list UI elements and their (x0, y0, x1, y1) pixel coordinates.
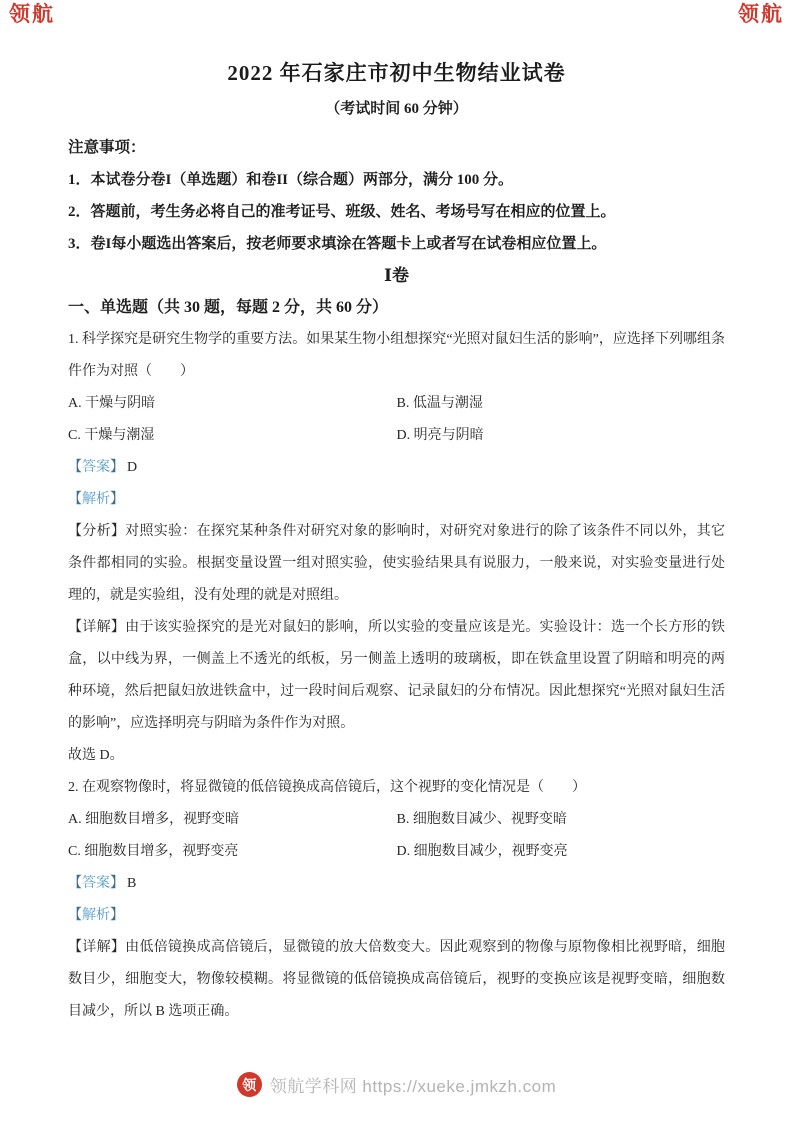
option-d: D. 细胞数目减少，视野变亮 (396, 844, 568, 859)
question-block-1 (68, 324, 725, 772)
footer-watermark (0, 1072, 793, 1097)
answer-label-bracket-left: 【 (68, 460, 82, 475)
answer-value: D (127, 460, 138, 475)
answer-label-bracket-left: 【 (68, 876, 82, 891)
exam-duration-subtitle: （考试时间 60 分钟） (325, 101, 468, 117)
answer-label-bracket-right: 】 (110, 460, 124, 475)
page-title: 2022 年石家庄市初中生物结业试卷 (227, 61, 566, 85)
answer-value: B (127, 876, 137, 891)
option-c: C. 干燥与潮湿 (68, 428, 155, 443)
detail-paragraph: 【详解】由低倍镜换成高倍镜后，显微镜的放大倍数变大。因此观察到的物像与原物像相比视野暗，细胞数目少，细胞变大，物像较模糊。将显微镜的低倍镜换成高倍镜后，视野的变换应该是视野变暗，细胞数目减少，所以 B 选项正确。 (68, 940, 725, 1019)
analysis-label-bracket-left: 【 (68, 492, 82, 507)
options-grid (68, 804, 725, 868)
option-c: C. 细胞数目增多，视野变亮 (68, 844, 239, 859)
watermark-text: 领航学科网 https://xueke.jmkzh.com (269, 1077, 557, 1096)
volume-heading: Ⅰ卷 (384, 266, 409, 285)
detail-paragraph: 【详解】由于该实验探究的是光对鼠妇的影响，所以实验的变量应该是光。实验设计：选一个长方形的铁盒，以中线为界，一侧盖上不透光的纸板，另一侧盖上透明的玻璃板，即在铁盒里设置了阴暗和明亮的两种环境，然后把鼠妇放进铁盒中，过一段时间后观察、记录鼠妇的分布情况。因此想探究“光照对鼠妇生活的影响”，应选择明亮与阴暗为条件作为对照。 (68, 620, 725, 731)
answer-label: 答案 (82, 460, 110, 475)
analysis-label-bracket-right: 】 (110, 492, 124, 507)
analysis-label: 解析 (82, 492, 110, 507)
option-a: A. 干燥与阴暗 (68, 396, 156, 411)
analysis-label-line (68, 900, 725, 932)
answer-line (68, 868, 725, 900)
notice-item-2: 2．答题前，考生务必将自己的准考证号、班级、姓名、考场号写在相应的位置上。 (68, 204, 616, 220)
question-block-2 (68, 772, 725, 1028)
analysis-label-bracket-right: 】 (110, 908, 124, 923)
answer-label: 答案 (82, 876, 110, 891)
analysis-label: 解析 (82, 908, 110, 923)
notice-heading: 注意事项： (68, 139, 146, 156)
option-b: B. 低温与潮湿 (396, 396, 483, 411)
option-d: D. 明亮与阴暗 (396, 428, 484, 443)
answer-line (68, 452, 725, 484)
analysis-paragraph: 【分析】对照实验：在探究某种条件对研究对象的影响时，对研究对象进行的除了该条件不同以外，其它条件都相同的实验。根据变量设置一组对照实验，使实验结果具有说服力，一般来说，对实验变量进行处理的，就是实验组，没有处理的就是对照组。 (68, 524, 725, 603)
analysis-label-bracket-left: 【 (68, 908, 82, 923)
question-stem: 1. 科学探究是研究生物学的重要方法。如果某生物小组想探究“光照对鼠妇生活的影响”，应选择下列哪组条件作为对照（ ） (68, 332, 725, 379)
notice-item-1: 1．本试卷分卷I（单选题）和卷II（综合题）两部分，满分 100 分。 (68, 172, 514, 188)
conclusion-line: 故选 D。 (68, 748, 124, 763)
brand-stamp-right-icon: 领航 (738, 3, 784, 26)
options-grid (68, 388, 725, 452)
notice-item-3: 3．卷I每小题选出答案后，按老师要求填涂在答题卡上或者写在试卷相应位置上。 (68, 236, 607, 252)
option-a: A. 细胞数目增多，视野变暗 (68, 812, 240, 827)
option-b: B. 细胞数目减少、视野变暗 (396, 812, 567, 827)
watermark-logo-icon: 领 (237, 1072, 262, 1097)
question-stem: 2. 在观察物像时，将显微镜的低倍镜换成高倍镜后，这个视野的变化情况是（ ） (68, 780, 586, 795)
answer-label-bracket-right: 】 (110, 876, 124, 891)
section-heading: 一、单选题（共 30 题，每题 2 分，共 60 分） (68, 299, 389, 316)
brand-stamp-left-icon: 领航 (9, 3, 55, 26)
analysis-label-line (68, 484, 725, 516)
